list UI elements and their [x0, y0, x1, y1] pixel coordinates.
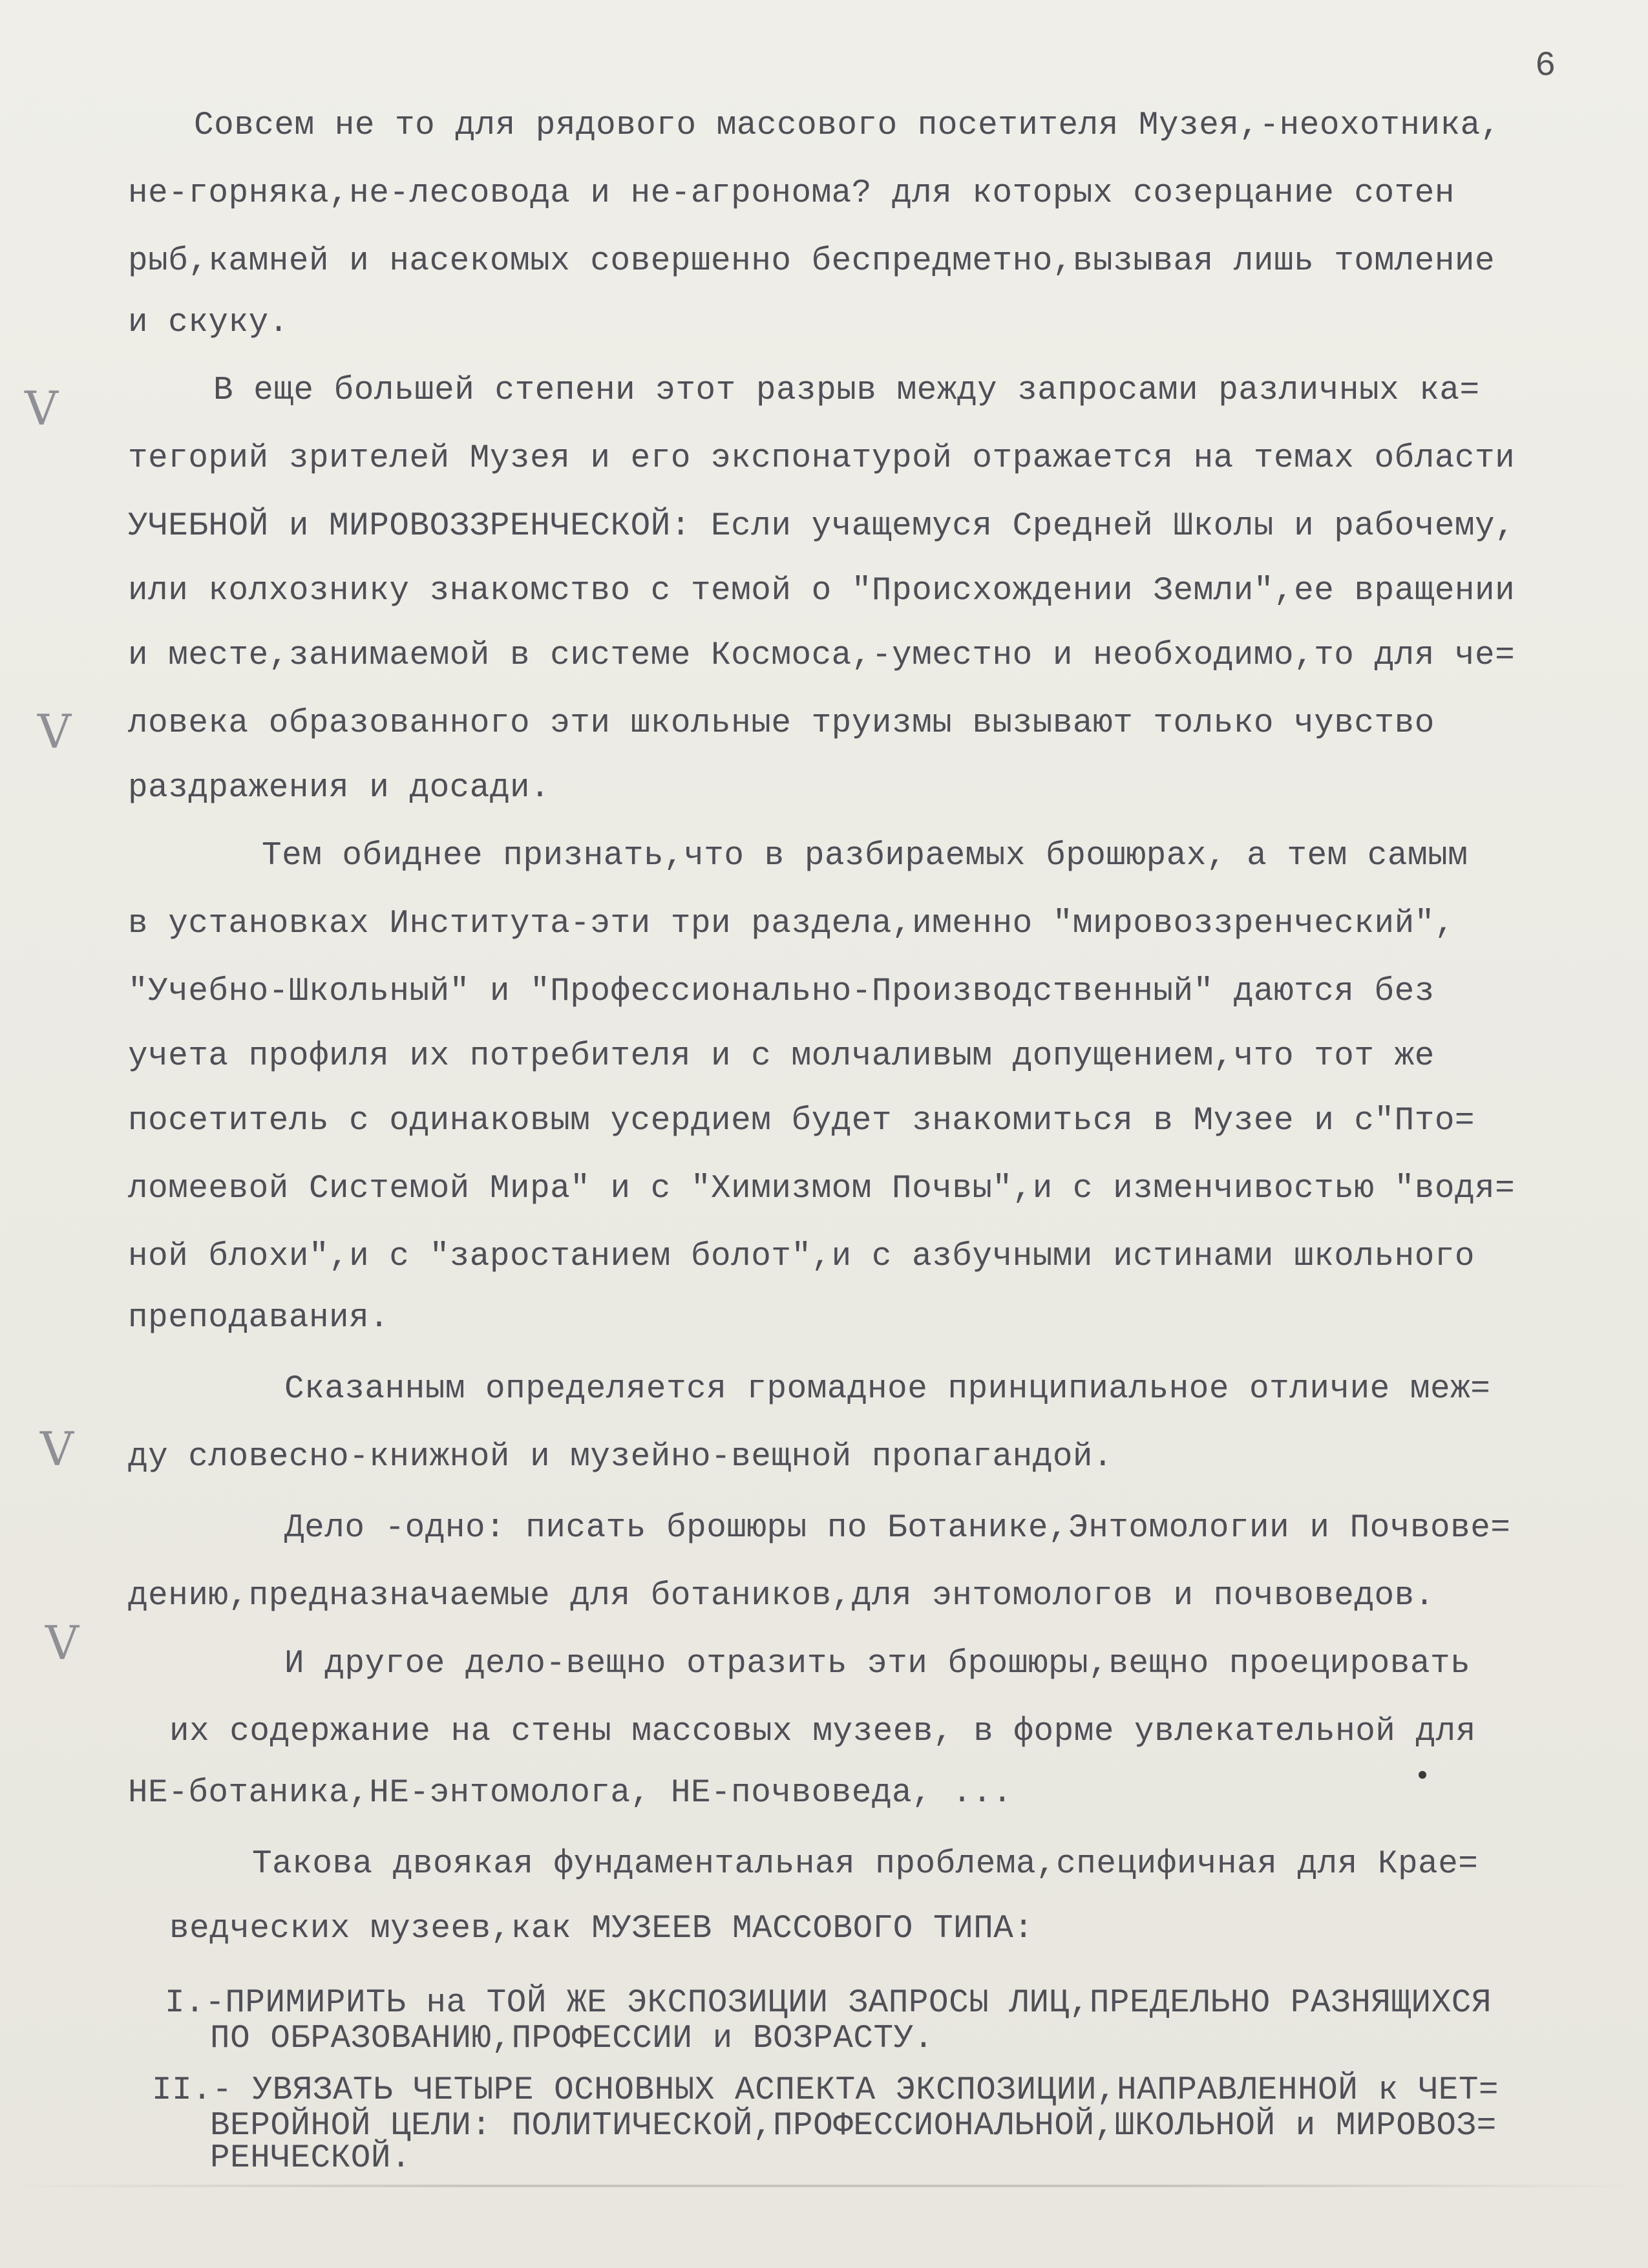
text-line: тегорий зрителей Музея и его экспонатурой отражается на темах области: [128, 440, 1516, 477]
text-line: их содержание на стены массовых музеев, в форме увлекательной для: [169, 1713, 1476, 1750]
text-line: в установках Института-эти три раздела,именно "мировоззренческий",: [128, 906, 1455, 942]
margin-check-mark: V: [37, 705, 71, 759]
text-line: и скуку.: [128, 304, 289, 341]
text-line: раздражения и досади.: [128, 770, 551, 807]
text-line: Дело -одно: писать брошюры по Ботанике,Энтомологии и Почвове=: [284, 1510, 1511, 1547]
list-item-1: I.-ПРИМИРИТЬ на ТОЙ ЖЕ ЭКСПОЗИЦИИ ЗАПРОСЫ ЛИЦ,ПРЕДЕЛЬНО РАЗНЯЩИХСЯ: [165, 1985, 1492, 2022]
text-line: Сказанным определяется громадное принципиальное отличие меж=: [284, 1371, 1491, 1408]
text-line: Совсем не то для рядового массового посетителя Музея,-неохотника,: [194, 107, 1501, 144]
margin-check-mark: V: [45, 1616, 79, 1670]
paper-fold: [0, 2185, 1648, 2187]
text-line: ной блохи",и с "заростанием болот",и с азбучными истинами школьного: [128, 1238, 1475, 1275]
text-line: рыб,камней и насекомых совершенно беспредметно,вызывая лишь томление: [128, 243, 1495, 280]
margin-check-mark: V: [40, 1422, 74, 1476]
text-line: ведческих музеев,как МУЗЕЕВ МАССОВОГО ТИПА:: [169, 1911, 1034, 1947]
text-line: "Учебно-Школьный" и "Профессионально-Производственный" даются без: [128, 973, 1435, 1010]
text-line: дению,предназначаемые для ботаников,для энтомологов и почвоведов.: [128, 1578, 1435, 1615]
text-line: или колхознику знакомство с темой о "Происхождении Земли",ее вращении: [128, 573, 1516, 609]
text-line: не-горняка,не-лесовода и не-агронома? для которых созерцание сотен: [128, 175, 1455, 212]
text-line: ломеевой Системой Мира" и с "Химизмом Почвы",и с изменчивостью "водя=: [128, 1171, 1516, 1207]
text-line: преподавания.: [128, 1300, 390, 1337]
text-line: посетитель с одинаковым усердием будет знакомиться в Музее и с"Пто=: [128, 1103, 1475, 1139]
text-line: УЧЕБНОЙ и МИРОВОЗЗРЕНЧЕСКОЙ: Если учащемуся Средней Школы и рабочему,: [128, 508, 1516, 545]
text-line: ду словесно-книжной и музейно-вещной пропагандой.: [128, 1439, 1114, 1476]
text-line: И другое дело-вещно отразить эти брошюры,вещно проецировать: [284, 1646, 1471, 1682]
list-item-2: II.- УВЯЗАТЬ ЧЕТЫРЕ ОСНОВНЫХ АСПЕКТА ЭКСПОЗИЦИИ,НАПРАВЛЕННОЙ к ЧЕТ=: [152, 2072, 1499, 2109]
text-line: Такова двоякая фундаментальная проблема,специфичная для Крае=: [252, 1846, 1479, 1883]
text-line: НЕ-ботаника,НЕ-энтомолога, НЕ-почвоведа, ...: [128, 1775, 1013, 1812]
list-item-2-cont: ВЕРОЙНОЙ ЦЕЛИ: ПОЛИТИЧЕСКОЙ,ПРОФЕССИОНАЛЬНОЙ,ШКОЛЬНОЙ и МИРОВОЗ=: [210, 2108, 1497, 2145]
text-line: ловека образованного эти школьные труизмы вызывают только чувство: [128, 705, 1435, 742]
page-number: 6: [1535, 47, 1556, 86]
text-line: и месте,занимаемой в системе Космоса,-уместно и необходимо,то для че=: [128, 637, 1516, 674]
margin-check-mark: V: [25, 381, 58, 436]
text-line: учета профиля их потребителя и с молчаливым допущением,что тот же: [128, 1038, 1435, 1075]
list-item-2-cont: РЕНЧЕСКОЙ.: [210, 2140, 412, 2177]
list-item-1-cont: ПО ОБРАЗОВАНИЮ,ПРОФЕССИИ и ВОЗРАСТУ.: [210, 2020, 934, 2057]
text-line: Тем обиднее признать,что в разбираемых брошюрах, а тем самым: [262, 838, 1468, 874]
ink-dot: [1419, 1771, 1426, 1779]
text-line: В еще большей степени этот разрыв между запросами различных ка=: [213, 372, 1480, 409]
